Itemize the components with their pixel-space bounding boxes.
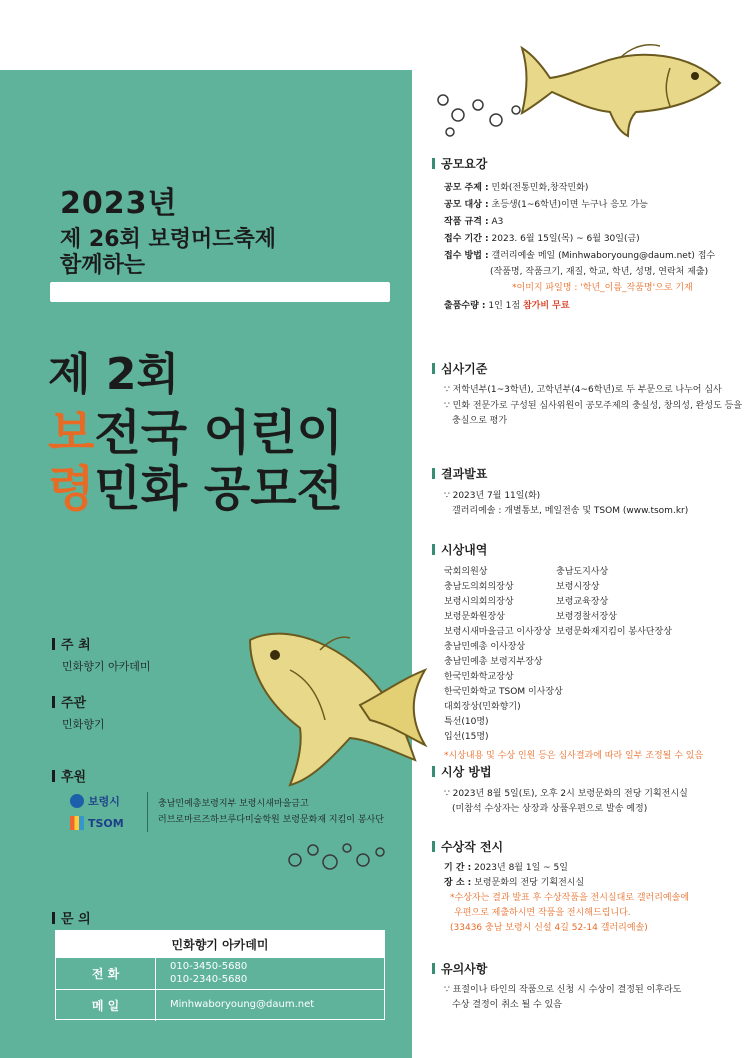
judging-line1: ∵ 저학년부(1~3학년), 고학년부(4~6학년)로 두 부문으로 나누어 심사 <box>444 385 722 395</box>
size-line: 작품 규격 : A3 <box>444 217 504 227</box>
results-title: 결과발표 <box>432 465 487 482</box>
award-left-4: 보령문화원장상 <box>444 612 505 622</box>
results-line1: ∵ 2023년 7월 11일(화) <box>444 491 541 501</box>
title-highlight-bo: 보 <box>48 405 95 461</box>
ceremony-line2: (미참석 수상자는 상장과 상품우편으로 발송 예정) <box>452 804 648 814</box>
year-heading: 2023년 <box>60 186 178 221</box>
boryeong-logo-text: 보령시 <box>88 795 120 808</box>
award-right-2: 보령시장상 <box>556 582 600 592</box>
edition-title: 제 2회 <box>48 349 179 400</box>
manage-value: 민화향기 <box>62 718 105 731</box>
judging-line3: 충실으로 평가 <box>452 416 508 426</box>
guidelines-title: 공모요강 <box>432 155 487 172</box>
count-line: 출품수량 : 1인 1점 참가비 무료 <box>444 301 570 311</box>
contact-phone-row <box>56 957 384 989</box>
sponsor-logos <box>70 790 140 836</box>
tsom-logo-text: TSOM <box>88 816 124 830</box>
award-left-3: 보령시의회의장상 <box>444 597 514 607</box>
award-left-7: 충남민예총 보령지부장상 <box>444 657 543 667</box>
award-right-4: 보령경찰서장상 <box>556 612 617 622</box>
fish-illustration-top <box>520 28 730 138</box>
host-label: 주 최 <box>52 634 91 653</box>
awards-note: *시상내용 및 수상 인원 등은 심사결과에 따라 일부 조정될 수 있음 <box>444 751 704 761</box>
notice-title: 유의사항 <box>432 960 487 977</box>
topic-line: 공모 주제 : 민화(전통민화,창작민화) <box>444 183 589 193</box>
results-line2: 갤러리예솔 : 개별통보, 메일전송 및 TSOM (www.tsom.kr) <box>452 506 689 516</box>
mail-label: 메 일 <box>56 990 156 1021</box>
together-heading: 함께하는 <box>60 253 146 278</box>
white-divider-bar <box>50 282 390 302</box>
phone-number-1: 010-3450-5680 <box>170 961 248 972</box>
fish-illustration-left <box>230 610 430 790</box>
manage-label: 주관 <box>52 692 86 711</box>
award-left-1: 국회의원상 <box>444 567 488 577</box>
notice-line2: 수상 결정이 취소 될 수 있음 <box>452 1000 562 1010</box>
sponsor-list-line1: 충남민예총보령지부 보령시새마을금고 <box>158 799 309 809</box>
award-right-3: 보령교육장상 <box>556 597 609 607</box>
target-line: 공모 대상 : 초등생(1~6학년)이면 누구나 응모 가능 <box>444 200 648 210</box>
bubbles-left <box>285 830 405 880</box>
sponsor-divider <box>147 792 148 832</box>
title-line1-text: 전국 어린이 <box>94 405 343 461</box>
phone-label: 전 화 <box>56 958 156 989</box>
award-left-5: 보령시새마을금고 이사장상 <box>444 627 552 637</box>
main-title-line2 <box>48 450 343 519</box>
tsom-logo-icon <box>70 816 84 830</box>
award-left-11: 특선(10명) <box>444 717 489 727</box>
method-line: 접수 방법 : 갤러리예솔 메일 (Minhwaboryoung@daum.net) 접수 <box>444 251 716 261</box>
phone-number-2: 010-2340-5680 <box>170 973 248 985</box>
contact-org: 민화향기 아카데미 <box>56 931 384 957</box>
award-left-6: 충남민예총 이사장상 <box>444 642 526 652</box>
title-line2-text: 민화 공모전 <box>94 461 343 517</box>
award-left-9: 한국민화학교 TSOM 이사장상 <box>444 687 563 697</box>
exhibition-place: 장 소 : 보령문화의 전당 기획전시실 <box>444 878 585 888</box>
sponsor-list-line2: 러브로마르즈하브루다미술학원 보령문화재 지킴이 봉사단 <box>158 815 384 825</box>
judging-line2: ∵ 민화 전문가로 구성된 심사위원이 공모주제의 충실성, 창의성, 완성도 등을 <box>444 401 743 411</box>
judging-title: 심사기준 <box>432 360 487 377</box>
exhibition-period: 기 간 : 2023년 8월 1일 ~ 5일 <box>444 863 568 873</box>
award-right-5: 보령문화재지킴이 봉사단장상 <box>556 627 672 637</box>
exhibition-title: 수상작 전시 <box>432 838 503 855</box>
award-right-1: 충남도지사상 <box>556 567 609 577</box>
exhibition-note1: *수상자는 결과 발표 후 수상작품을 전시실대로 갤러리예솔에 <box>450 893 690 903</box>
awards-title: 시상내역 <box>432 541 487 558</box>
boryeong-logo-icon <box>70 794 84 808</box>
support-label: 후원 <box>52 766 86 785</box>
notice-line1: ∵ 표절이나 타인의 작품으로 신청 시 수상이 결정된 이후라도 <box>444 985 682 995</box>
contact-table <box>55 930 385 1020</box>
contact-label: 문 의 <box>52 908 91 927</box>
period-line: 접수 기간 : 2023. 6월 15일(목) ~ 6월 30일(금) <box>444 234 640 244</box>
bubbles-top <box>428 90 538 145</box>
contact-mail-row <box>56 989 384 1021</box>
host-value: 민화향기 아카데미 <box>62 660 151 673</box>
exhibition-note2: 우편으로 제출하시면 작품을 전시해드립니다. <box>454 908 631 918</box>
award-left-8: 한국민화학교장상 <box>444 672 514 682</box>
ceremony-title: 시상 방법 <box>432 763 492 780</box>
exhibition-note3: (33436 충남 보령시 신설 4길 52-14 갤러리예솔) <box>450 923 648 933</box>
award-left-2: 충남도의회의장상 <box>444 582 514 592</box>
ceremony-line1: ∵ 2023년 8월 5일(토), 오후 2시 보령문화의 전당 기획전시실 <box>444 789 688 799</box>
title-highlight-ryeong: 령 <box>48 461 95 517</box>
method-detail: (작품명, 작품크기, 재질, 학교, 학년, 성명, 연락처 제출) <box>490 267 709 277</box>
festival-heading: 제 26회 보령머드축제 <box>60 227 276 252</box>
award-left-10: 대회장상(민화향기) <box>444 702 521 712</box>
award-left-12: 입선(15명) <box>444 732 489 742</box>
filename-note: *이미지 파일명 : '학년_이름_작품명'으로 기재 <box>512 283 693 293</box>
mail-address: Minhwaboryoung@daum.net <box>170 999 315 1011</box>
